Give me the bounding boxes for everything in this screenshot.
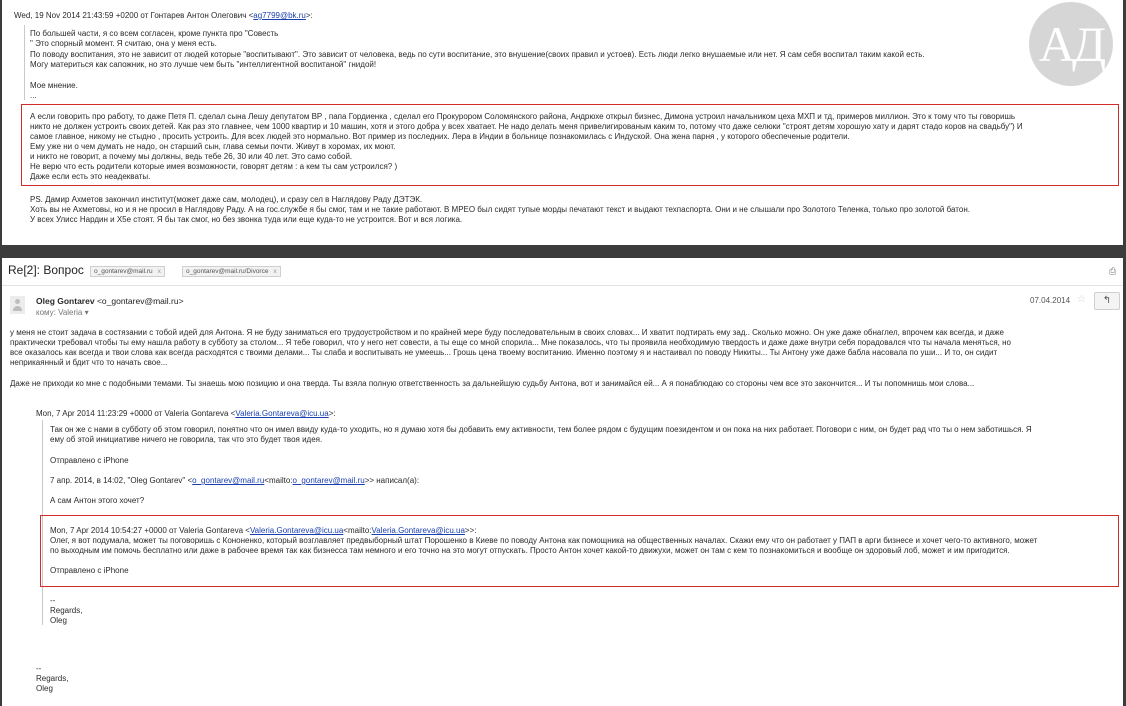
- reply-button[interactable]: [1094, 292, 1120, 310]
- quote-header: Mon, 7 Apr 2014 11:23:29 +0000 от Valeria Gontareva <Valeria.Gontareva@icu.ua>:: [36, 409, 336, 418]
- quote-header: Mon, 7 Apr 2014 10:54:27 +0000 от Valeria Gontareva <Valeria.Gontareva@icu.ua<mailto:Valeria.Gontareva@icu.ua>>:: [50, 526, 477, 535]
- sent-from-line: Отправлено с iPhone: [50, 456, 129, 465]
- star-icon[interactable]: ☆: [1077, 294, 1086, 305]
- body-line: у меня не стоит задача в состязании с тобой идей для Антона. Я не буду заниматься его трудоустройством и по крайней мере буду последовательным в своих словах... И хватит подтирать ему зад.. Сколько можно. Он уже даже обнаглел, впрочем как всегда, и даже: [10, 328, 1004, 337]
- highlight-line: Даже если есть это неадекваты.: [30, 172, 151, 181]
- reply-icon: ↰: [1102, 295, 1112, 306]
- highlight-line: по выходным им помочь бесплатно или даже в рабочее время так как бизнесса там немного и его точно на это могут отпускать. Просто Антон хочет какой-то движухи, может он там с кем то познакомиться и вообще он здоровый лоб, может и им пригодится.: [50, 546, 1010, 555]
- signature-line: Oleg: [50, 616, 67, 625]
- tag-label[interactable]: o_gontarev@mail.ru x: [90, 266, 165, 277]
- sender-email-link[interactable]: o_gontarev@mail.ru: [101, 296, 179, 306]
- ps-line: PS. Дамир Ахметов закончил институт(может даже сам, молодец), и сразу сел в Наглядову Раду ДЭТЭК.: [30, 195, 423, 204]
- avatar: [10, 296, 25, 314]
- highlight-line: А если говорить про работу, то даже Петя П. сделал сына Лешу депутатом ВР , папа Гордиенка , сделал его Прокурором Соломянского района, Андрюхе открыл бизнес, Димона устроил начальником цеха МХП и тд, примеров миллион. Это к тому что ты говоришь: [30, 112, 1016, 121]
- highlight-line: самое главное, никому не стыдно , просить устроить. Для всех людей это нормально. Вот пример из последних. Лера в Индии в больнице познакомилась с Индуской. Она жена парня , у которого обеспеченые родители.: [30, 132, 850, 141]
- quote-email-link[interactable]: Valeria.Gontareva@icu.ua: [249, 526, 344, 535]
- highlight-line: Не верю что есть родители которые имея возможности, говорят детям : а кем ты сам устроился? ): [30, 162, 398, 171]
- quote-line: ...: [30, 91, 37, 100]
- email-date: 07.04.2014: [1030, 296, 1071, 305]
- quote-email-link[interactable]: Valeria.Gontareva@icu.ua: [371, 526, 465, 535]
- email-header: Wed, 19 Nov 2014 21:43:59 +0200 от Гонтарев Антон Олегович <ag7799@bk.ru>:: [14, 11, 313, 20]
- body-line: практически требовал чтобы ты ему нашла работу в субботу за столом... Я тебе говорил, что у него нет совести, а ты еще со мной спорила... Мне показалось, что ты проявила необходимую твердость и даже даже внутри себя порадовался что ты начала меняться, но: [10, 338, 1011, 347]
- quote-line: А сам Антон этого хочет?: [50, 496, 145, 505]
- tag-label[interactable]: o_gontarev@mail.ru/Divorce x: [182, 266, 281, 277]
- highlight-line: Ему уже ни о чем думать не надо, он старший сын, глава семьи почти. Живут в хоромах, их моют.: [30, 142, 396, 151]
- watermark-logo: АД: [1029, 2, 1113, 86]
- body-line: неприкаянный и бдит что то начать свое...: [10, 358, 168, 367]
- signature-line: --: [36, 664, 42, 673]
- quote-email-link[interactable]: o_gontarev@mail.ru: [192, 476, 265, 485]
- signature-line: Regards,: [36, 674, 69, 683]
- highlight-line: Олег, я вот подумала, может ты поговоришь с Кононенко, который возглавляет предвыборный штат Порошенко в Киеве по поводу Антона как помощника на общественных началах. Скажи ему что он работает у ПАП в арги бизнесе и хочет чего-то активного, может: [50, 536, 1038, 545]
- email-panel-bottom: [2, 258, 1123, 706]
- signature-line: Oleg: [36, 684, 53, 693]
- email-panel-top: [2, 0, 1123, 245]
- quote-line: " Это спорный момент. Я считаю, она у меня есть.: [30, 39, 217, 48]
- highlight-line: никто не должен устроить своих детей. Как раз это главнее, чем 1000 квартир и 10 машин, хотя и этого добра у всех хватает. Не надо делать меня привелигированым каким то, потому что даже селюки "строят детям хорошую хату и дарят стадо коров на свадьбу") И: [30, 122, 1023, 131]
- signature-line: Regards,: [50, 606, 83, 615]
- body-line: Даже не приходи ко мне с подобными темами. Ты знаешь мою позицию и она тверда. Ты взяла полную ответственность за дальнейшую судьбу Антона, вот и занимайся ей... А я понаблюдаю со стороны чем все это закончится... И ты попомнишь мои слова...: [10, 379, 975, 388]
- quote-bar: [24, 25, 25, 100]
- quote-email-link[interactable]: o_gontarev@mail.ru: [292, 476, 365, 485]
- tag-close-icon[interactable]: x: [273, 268, 277, 275]
- quote-line: Так он же с нами в субботу об этом говорил, понятно что он имел ввиду куда-то уходить, но я думаю хотя бы добавить ему активности, тем более рядом с будущим поезидентом и он пока на них работает. Поговори с ним, он будет рад что ты о нем заботишься. Я: [50, 425, 1032, 434]
- quote-email-link[interactable]: Valeria.Gontareva@icu.ua: [235, 409, 329, 418]
- ps-line: Хоть вы не Ахметовы, но и я не просил в Наглядову Раду. А на гос.службе я бы смог, там и не такие работают. В МРЕО был сидят тупые морды печатают текст и выдают техпаспорта. Они и не слышали про Золотого Теленка, только про золотой батон.: [30, 205, 970, 214]
- email-subject: Re[2]: Вопрос: [8, 263, 84, 277]
- highlight-line: и никто не говорит, а почему мы должны, ведь тебе 26, 30 или 40 лет. Это само собой.: [30, 152, 353, 161]
- quote-header: 7 апр. 2014, в 14:02, "Oleg Gontarev" <o_gontarev@mail.ru<mailto:o_gontarev@mail.ru>> написал(а):: [50, 476, 420, 485]
- body-line: все оказалось как всегда и твои слова как всегда расходятся с твоими делами... Ты слаба и воспитывать не умеешь... Грошь цена твоему воспитанию. Именно поэтому я и настаивал по поводу Никиты... Ты Антону уже даже бабла насовала по уши... И то, он сидит: [10, 348, 998, 357]
- sent-from-line: Отправлено с iPhone: [50, 566, 129, 575]
- chevron-down-icon: ▾: [84, 308, 89, 317]
- signature-line: --: [50, 596, 56, 605]
- quote-line: По большей части, я со всем согласен, кроме пункта про "Совесть: [30, 29, 279, 38]
- recipient-line[interactable]: кому: Valeria ▾: [36, 308, 89, 317]
- divider: [2, 285, 1123, 286]
- quote-line: Могу материться как сапожник, но это лучше чем быть "интеллигентной воспитаной" гнидой!: [30, 60, 377, 69]
- sender-email-link[interactable]: ag7799@bk.ru: [253, 11, 306, 20]
- quote-line: По поводу воспитания, это не зависит от людей которые "воспитывают". Это зависит от человека, ведь по сути воспитание, это внушение(своих правил и устоев). Есть люди легко внушаемые или нет. Я сам себя воспитал таким какой есть.: [30, 50, 925, 59]
- quote-line: ему об этой инициативе ничего не говорила, так что это будет твоя идея.: [50, 435, 323, 444]
- print-icon[interactable]: ⎙: [1109, 266, 1117, 276]
- tag-close-icon[interactable]: x: [157, 268, 161, 275]
- sender-name: Oleg Gontarev: [36, 296, 95, 306]
- quote-line: Мое мнение.: [30, 81, 78, 90]
- sender-line: Oleg Gontarev <o_gontarev@mail.ru>: [36, 296, 184, 306]
- ps-line: У всех Улисс Нардин и Х5е стоят. Я бы так смог, но без звонка туда или еще куда-то не устроится. Вот и вся логика.: [30, 215, 463, 224]
